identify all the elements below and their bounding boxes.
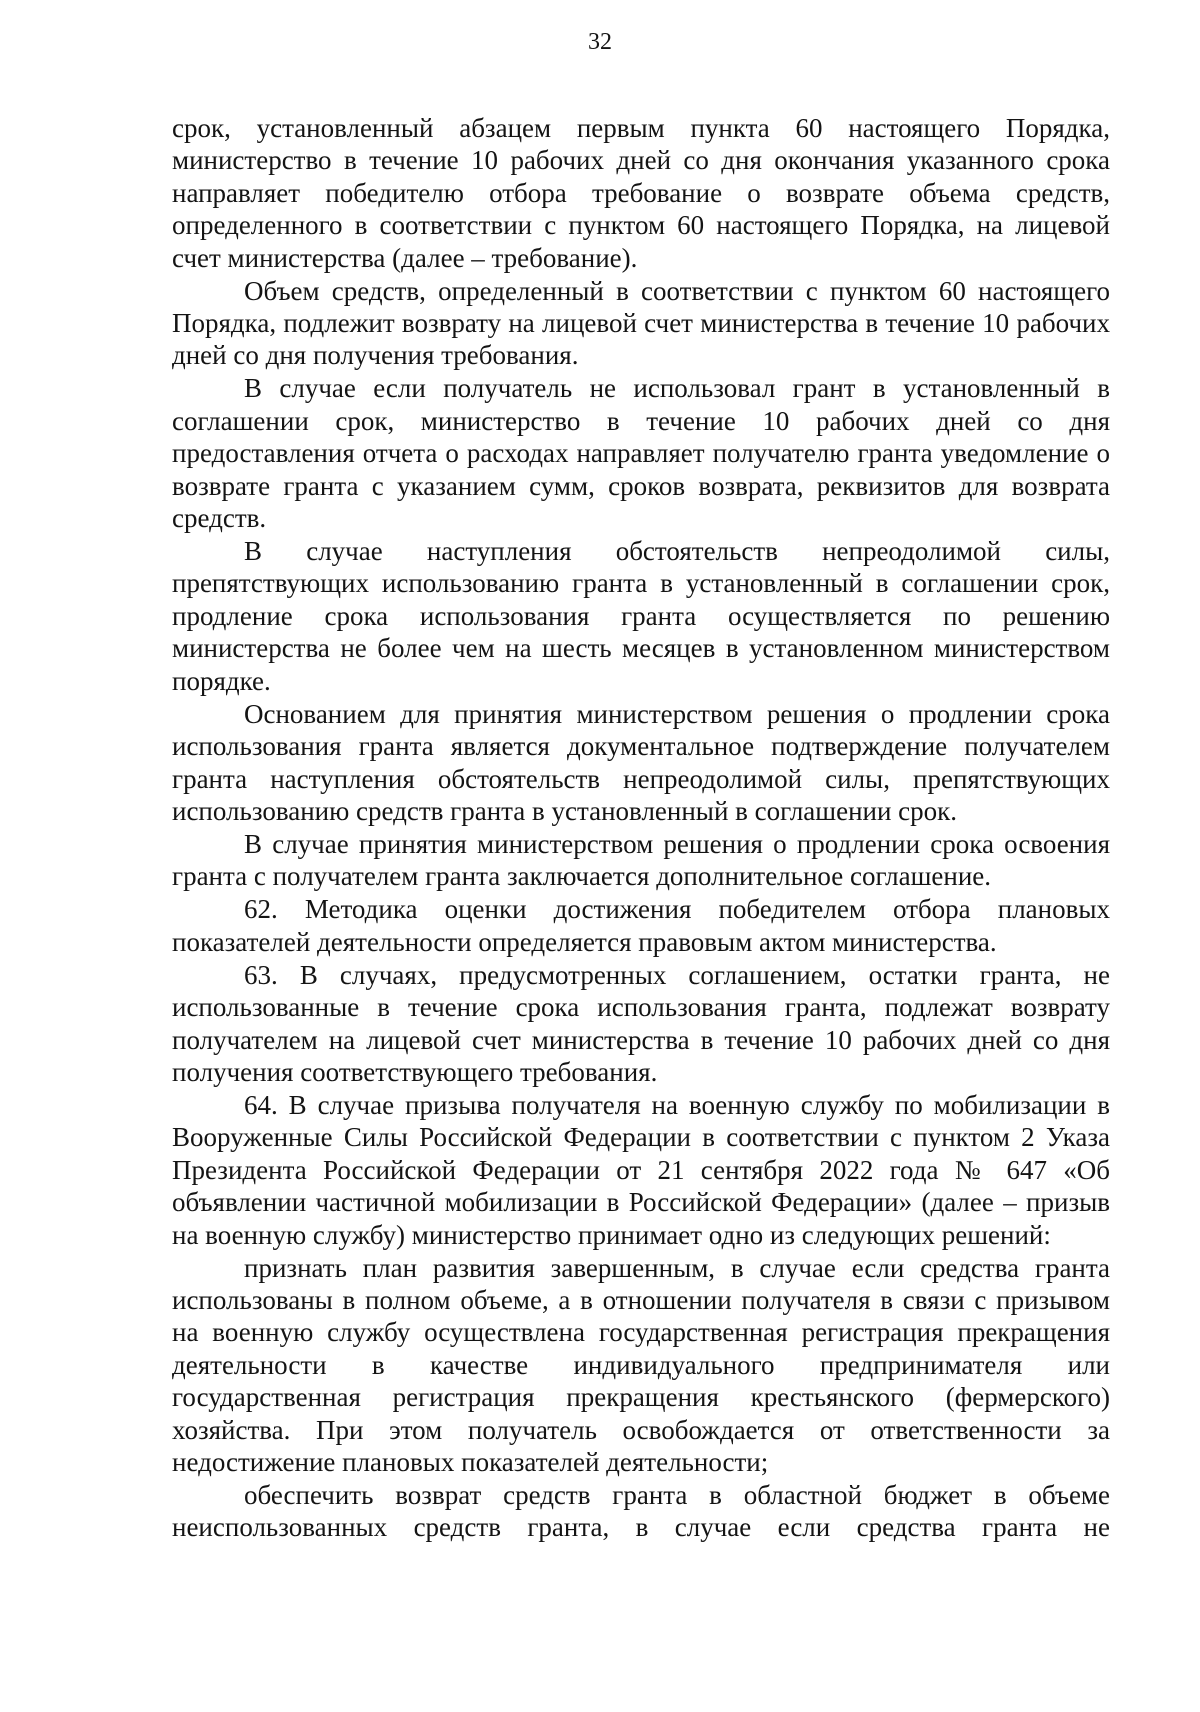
- paragraph-force-majeure: В случае наступления обстоятельств непреодолимой силы, препятствующих использованию гранта в установленный в соглашении срок, продление срока использования гранта осуществляется по решению министерства не более чем на шесть месяцев в установленном министерством порядке.: [172, 536, 1110, 696]
- paragraph-decision-complete: признать план развития завершенным, в случае если средства гранта использованы в полном объеме, а в отношении получателя в связи с призывом на военную службу осуществлена государственная регистрация прекращения деятельности в качестве индивидуального предпринимателя или государственная регистрация прекращения крестьянского (фермерского) хозяйства. При этом получатель освобождается от ответственности за недостижение плановых показателей деятельности;: [172, 1252, 1110, 1477]
- paragraph-unused-grant: В случае если получатель не использовал грант в установленный в соглашении срок, министерство в течение 10 рабочих дней со дня предоставления отчета о расходах направляет получателю гранта уведомление о возврате гранта с указанием сумм, сроков возврата, реквизитов для возврата средств.: [172, 373, 1110, 534]
- paragraph-item-63: 63. В случаях, предусмотренных соглашением, остатки гранта, не использованные в течение срока использования гранта, подлежат возврату получателем на лицевой счет министерства в течение 10 рабочих дней со дня получения соответствующего требования.: [172, 959, 1110, 1087]
- paragraph-refund-volume: Объем средств, определенный в соответствии с пунктом 60 настоящего Порядка, подлежит возврату на лицевой счет министерства в течение 10 рабочих дней со дня получения требования.: [172, 275, 1110, 371]
- paragraph-additional-agreement: В случае принятия министерством решения о продлении срока освоения гранта с получателем гранта заключается дополнительное соглашение.: [172, 828, 1110, 892]
- page-number: 32: [588, 29, 612, 55]
- paragraph-continued: срок, установленный абзацем первым пункта 60 настоящего Порядка, министерство в течение 10 рабочих дней со дня окончания указанного срока направляет победителю отбора требование о возврате объема средств, определенного в соответствии с пунктом 60 настоящего Порядка, на лицевой счет министерства (далее – требование).: [172, 113, 1110, 273]
- paragraph-item-62: 62. Методика оценки достижения победителем отбора плановых показателей деятельности определяется правовым актом министерства.: [172, 894, 1110, 957]
- paragraph-decision-refund: обеспечить возврат средств гранта в областной бюджет в объеме неиспользованных средств гранта, в случае если средства гранта не: [172, 1480, 1110, 1543]
- document-body: [172, 112, 1110, 1544]
- paragraph-item-64: 64. В случае призыва получателя на военную службу по мобилизации в Вооруженные Силы Российской Федерации в соответствии с пунктом 2 Указа Президента Российской Федерации от 21 сентября 2022 года № 647 «Об объявлении частичной мобилизации в Российской Федерации» (далее – призыв на военную службу) министерство принимает одно из следующих решений:: [172, 1089, 1110, 1250]
- paragraph-extension-basis: Основанием для принятия министерством решения о продлении срока использования гранта является документальное подтверждение получателем гранта наступления обстоятельств непреодолимой силы, препятствующих использованию средств гранта в установленный в соглашении срок.: [172, 698, 1110, 826]
